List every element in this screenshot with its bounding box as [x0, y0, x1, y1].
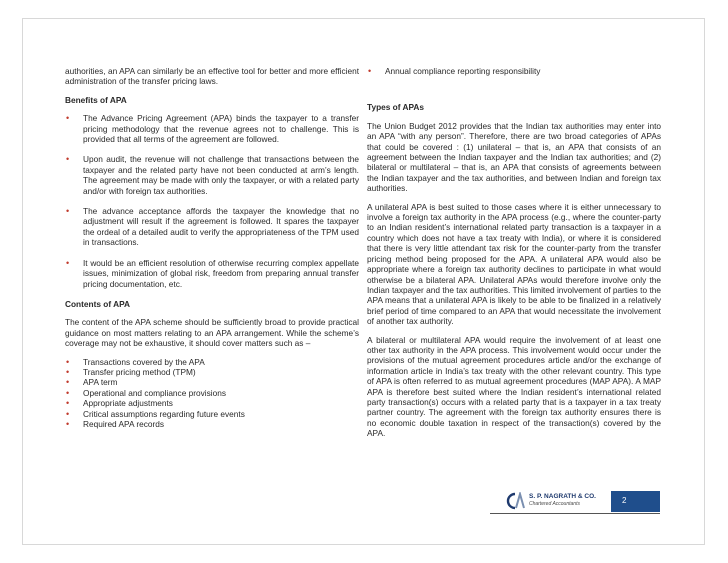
types-paragraph-1: The Union Budget 2012 provides that the Indian tax authorities may enter into an APA “with any person”. Therefore, there are two broad categories of APAs that could be covered : (1) unilateral – that is, an APA that consists of an agreement between the Indian taxpayer and the Indian tax authorities; and (2) bilateral or multilateral – that is, an APA that consists of agreements between the Indian taxpayer and the tax authorities, and between Indian and foreign tax authorities.: [367, 120, 661, 194]
footer-divider: [490, 513, 660, 514]
intro-paragraph: authorities, an APA can similarly be an effective tool for better and more efficient administration of the transfer pricing laws.: [65, 66, 359, 87]
list-item: • Critical assumptions regarding future events: [66, 408, 245, 419]
bullet-icon: •: [66, 408, 70, 419]
list-item: • Required APA records: [66, 418, 165, 429]
list-item: • The Advance Pricing Agreement (APA) binds the taxpayer to a transfer pricing methodology that the revenue agrees not to challenge. This is provided that all terms of the agreement are followed.: [66, 113, 359, 145]
bullet-icon: •: [66, 206, 70, 217]
bullet-icon: •: [66, 387, 70, 398]
left-column: [65, 66, 359, 439]
list-item: • APA term: [66, 377, 118, 388]
benefits-list: [65, 113, 359, 289]
firm-logo: [506, 492, 610, 510]
bullet-icon: •: [66, 356, 70, 367]
types-paragraph-3: A bilateral or multilateral APA would require the involvement of at least one other tax authority in the APA process. This involvement would occur under the provisions of the mutual agreement procedures article and/or the exchange of information article in India’s tax treaty with the other relevant country. This type of APA is often referred to as mutual agreement procedures (MAP APA). A MAP APA is therefore best suited where the Indian resident’s international related party transaction(s) occurs with a related party that is a taxpayer in a tax treaty partner country. The agreement with the foreign tax authority ensures there is no economic double taxation in respect of the transaction(s) covered by the APA.: [367, 334, 661, 439]
benefits-heading: Benefits of APA: [65, 94, 127, 105]
contents-intro: The content of the APA scheme should be sufficiently broad to provide practical guidance on most matters relating to an APA arrangement. While the scheme’s coverage may not be exhaustive, it should cover matters such as –: [65, 317, 359, 349]
list-item: • Upon audit, the revenue will not challenge that transactions between the taxpayer and the related party have not been conducted at arm’s length. The agreement may be made with only the taxpayer, or with a related party and/or with foreign tax authorities.: [66, 154, 359, 196]
continued-list: [367, 66, 661, 76]
list-item: • Transactions covered by the APA: [66, 356, 205, 367]
types-heading: Types of APAs: [367, 102, 425, 113]
bullet-icon: •: [66, 377, 70, 388]
firm-subtitle: Chartered Accountants: [529, 501, 580, 507]
list-item: • Appropriate adjustments: [66, 398, 173, 409]
list-item: • Operational and compliance provisions: [66, 387, 226, 398]
contents-heading: Contents of APA: [65, 298, 130, 309]
list-item: • Annual compliance reporting responsibility: [368, 66, 541, 76]
types-paragraph-2: A unilateral APA is best suited to those cases where it is either unnecessary to involve a foreign tax authority in the APA process (e.g., where the counter-party to an Indian resident’s international related party transaction is a taxpayer in a country which does not have a tax treaty with India), or where it is considered that there is very little attendant tax risk for the counter-party from the transfer pricing method being proposed for the APA. A unilateral APA would also be appropriate where a foreign tax authority declines to participate in what would otherwise be a bilateral APA. Unilateral APAs would therefore involve only the Indian taxpayer and the tax authorities. This limited involvement of parties to the APA means that a unilateral APA is likely to be able to be finalized in a relatively brief period of time compared to an APA that would necessitate the involvement of another tax authority.: [367, 201, 661, 327]
firm-name: S. P. NAGRATH & CO.: [529, 493, 596, 500]
bullet-icon: •: [66, 366, 70, 377]
contents-list: [65, 357, 359, 430]
right-column: [367, 66, 661, 447]
page-number-badge: [611, 491, 660, 512]
list-item: • The advance acceptance affords the taxpayer the knowledge that no adjustment will result if the agreement is followed. It spares the taxpayer the ordeal of a detailed audit to verify the appropriateness of the TPM used in transactions.: [66, 206, 359, 248]
bullet-icon: •: [66, 418, 70, 429]
firm-logo-icon: [506, 492, 526, 510]
bullet-icon: •: [66, 113, 70, 124]
list-item: • Transfer pricing method (TPM): [66, 366, 196, 377]
bullet-icon: •: [66, 257, 70, 268]
list-item: • It would be an efficient resolution of otherwise recurring complex appellate issues, minimization of global risk, freedom from preparing annual transfer pricing documentation, etc.: [66, 257, 359, 289]
bullet-icon: •: [66, 398, 70, 409]
page-number: 2: [622, 496, 627, 505]
bullet-icon: •: [368, 66, 372, 76]
bullet-icon: •: [66, 154, 70, 165]
